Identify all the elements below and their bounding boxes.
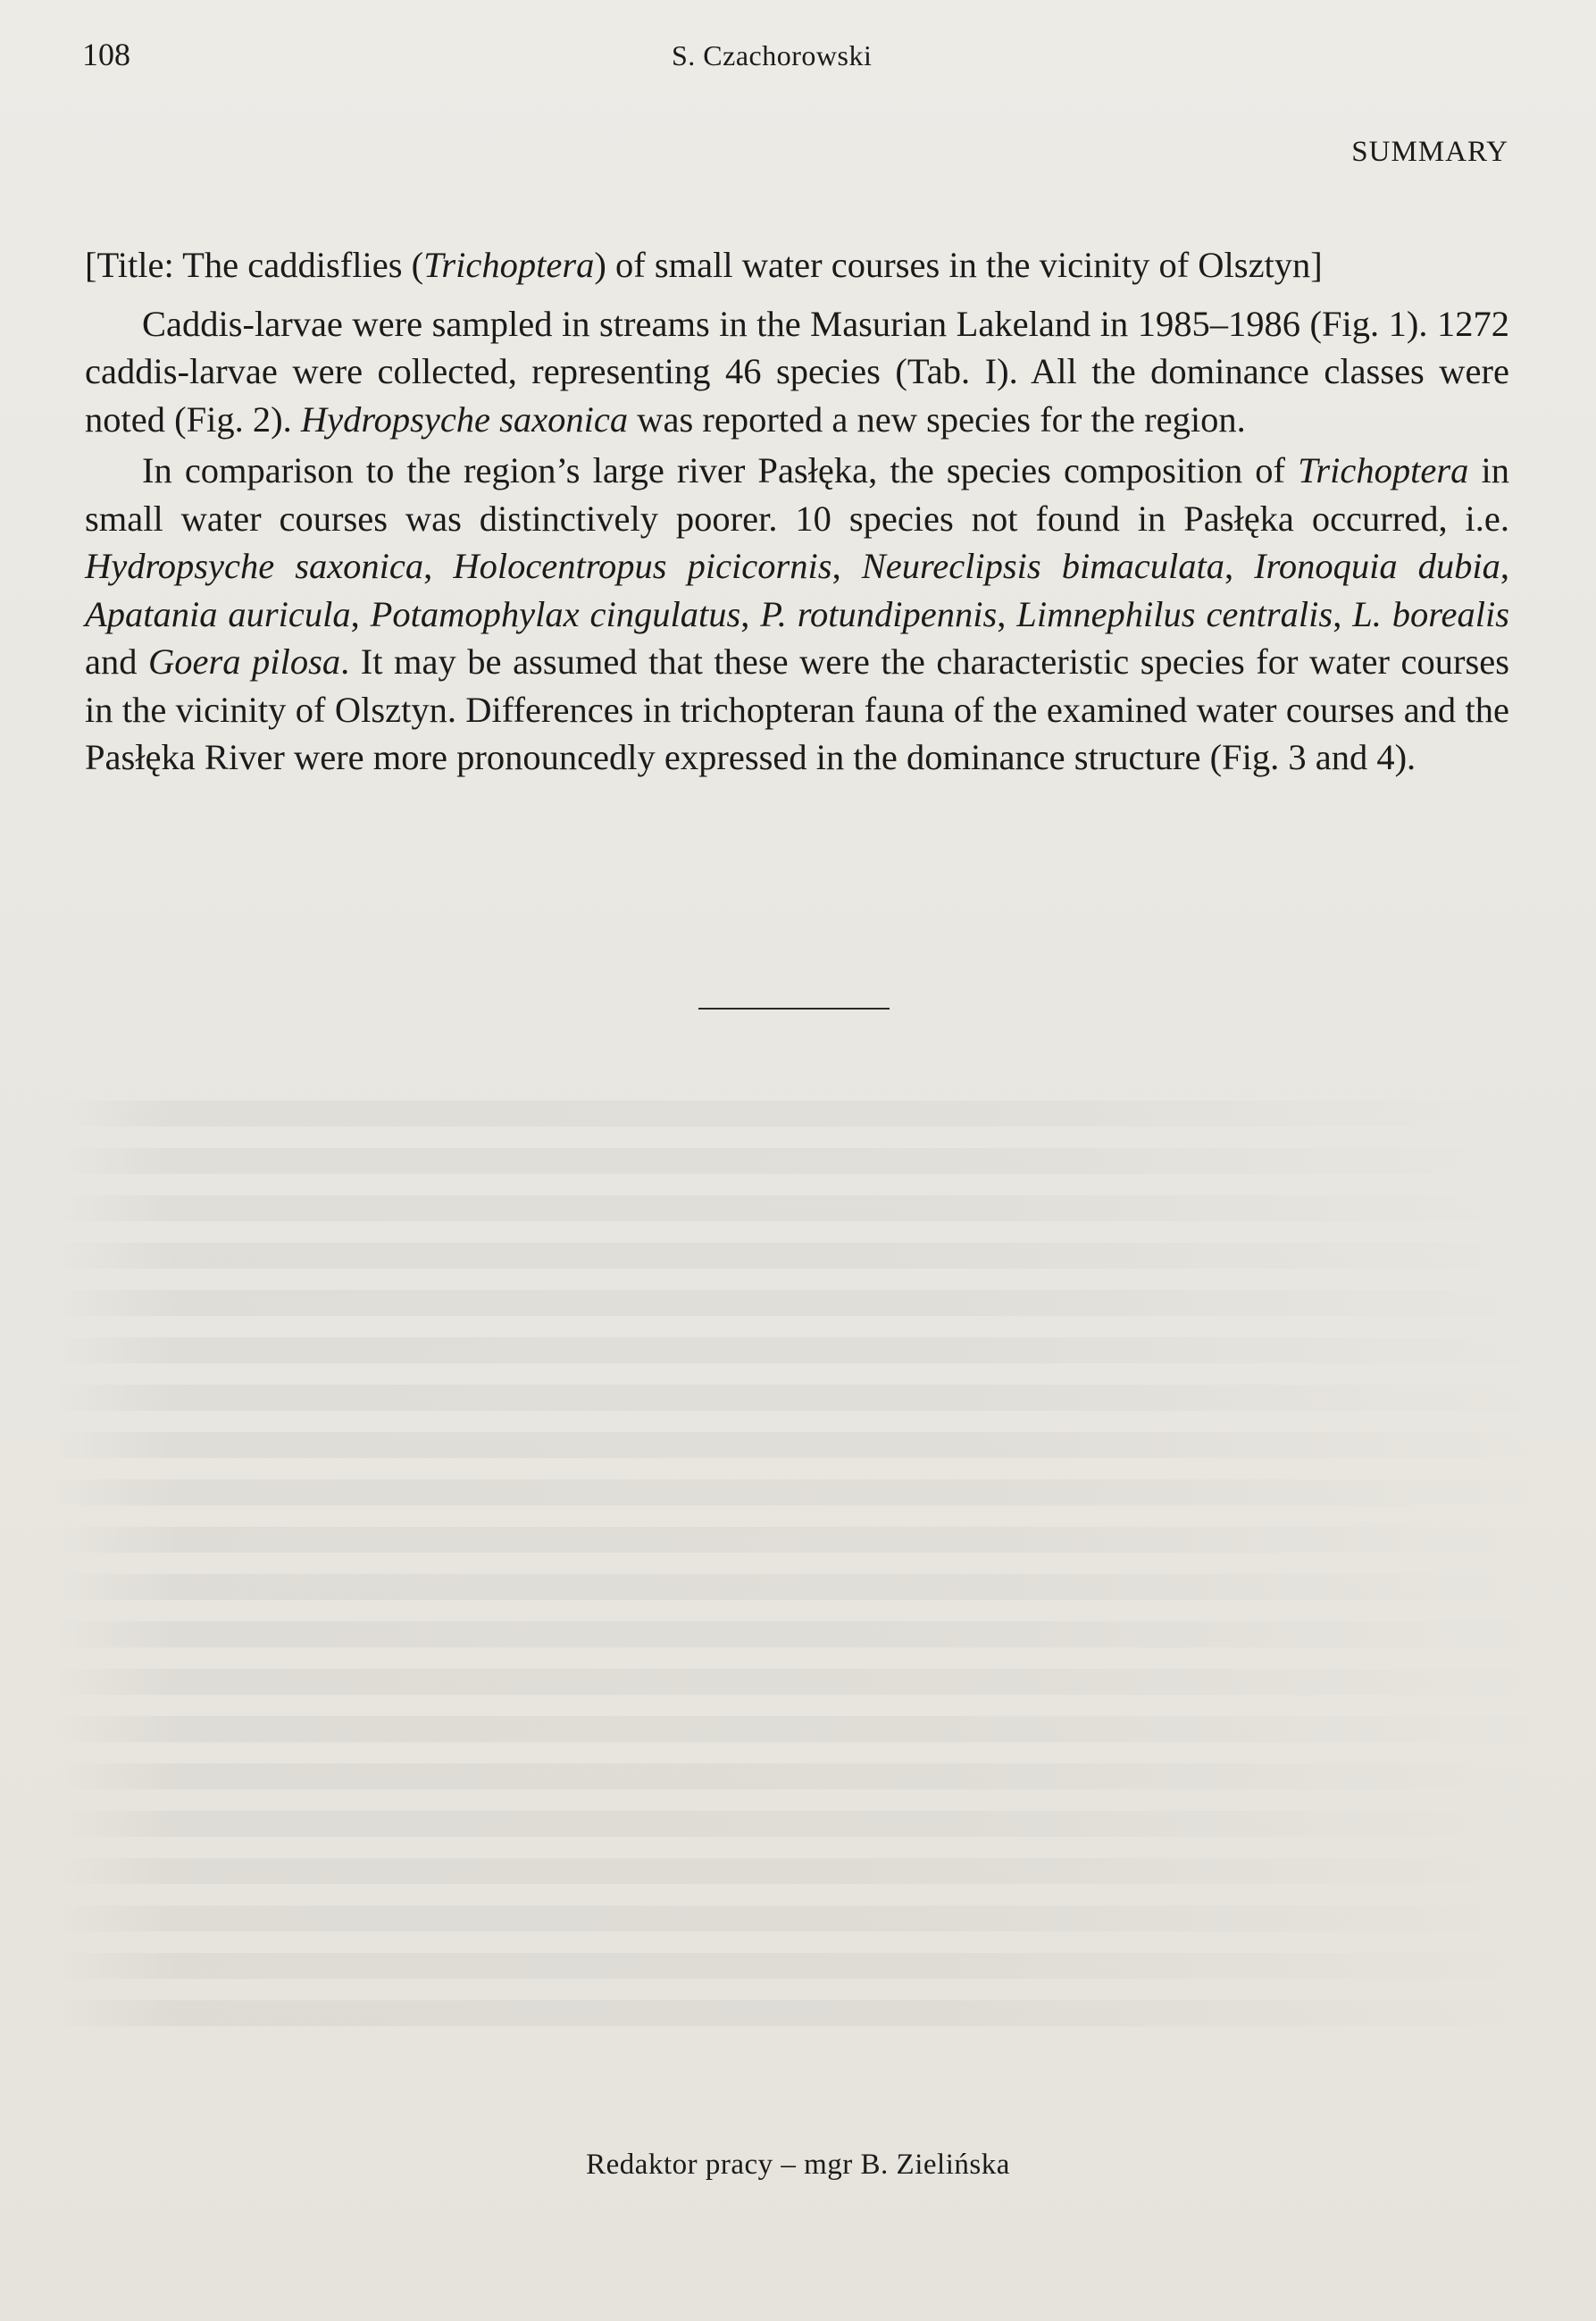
species-4: Ironoquia dubia	[1254, 546, 1500, 586]
show-through-line	[54, 1479, 1554, 1505]
show-through-line	[54, 1195, 1554, 1221]
paragraph-1-species: Hydropsyche saxonica	[300, 398, 629, 440]
species-7: P. rotundipennis	[760, 593, 998, 634]
show-through-line	[54, 1101, 1554, 1127]
editor-credit: Redaktor pracy – mgr B. Zielińska	[586, 2149, 1010, 2181]
show-through-bleed	[54, 1090, 1554, 2073]
species-8: Limnephilus centralis	[1016, 593, 1333, 634]
species-2: Holocentropus picicornis	[453, 546, 832, 586]
title-close: ) of small water courses in the vicinity of Olsztyn]	[594, 245, 1323, 285]
show-through-line	[54, 2000, 1554, 2026]
show-through-line	[54, 1290, 1554, 1316]
species-10: Goera pilosa	[148, 641, 341, 682]
summary-heading: SUMMARY	[1351, 136, 1508, 168]
species-5: Apatania auricula	[85, 593, 351, 634]
separator: ,	[740, 593, 761, 634]
separator: ,	[831, 546, 862, 586]
show-through-line	[54, 1148, 1554, 1174]
separator: ,	[350, 593, 371, 634]
paragraph-2-text-c: . It may be assumed that these were the characteristic species for water courses in the vicinity of Olsztyn. Differences in trichopteran fauna of the examined water courses and the Pasłęka River were more pronouncedly expressed in the dominance structure (Fig. 3 and 4).	[85, 641, 1509, 777]
show-through-line	[54, 1764, 1554, 1789]
show-through-line	[54, 1811, 1554, 1837]
separator: ,	[1333, 593, 1353, 634]
show-through-line	[54, 1669, 1554, 1695]
title-open: [Title: The caddisflies (	[85, 245, 424, 285]
separator: ,	[1500, 546, 1510, 586]
show-through-line	[54, 1858, 1554, 1884]
title-taxon: Trichoptera	[423, 245, 595, 285]
species-3: Neureclipsis bimaculata	[861, 546, 1224, 586]
species-1: Hydropsyche saxonica	[85, 546, 424, 586]
paragraph-2-taxon: Trichoptera	[1298, 450, 1469, 490]
show-through-line	[54, 1432, 1554, 1458]
show-through-line	[54, 1385, 1554, 1411]
show-through-line	[54, 1716, 1554, 1742]
separator: ,	[1224, 546, 1255, 586]
paragraph-2	[85, 447, 1509, 782]
conjunction: and	[85, 641, 149, 682]
summary-title	[85, 241, 1509, 289]
paragraph-2-text-a: In comparison to the region’s large river Pasłęka, the species composition of	[142, 450, 1299, 490]
page-number: 108	[82, 37, 130, 72]
page-header	[82, 36, 1511, 80]
species-6: Potamophylax cingulatus	[370, 593, 741, 634]
show-through-line	[54, 1621, 1554, 1647]
show-through-line	[54, 1527, 1554, 1553]
running-head-author: S. Czachorowski	[672, 39, 873, 71]
show-through-line	[54, 1906, 1554, 1931]
show-through-line	[54, 1574, 1554, 1600]
paragraph-1-text-a: Caddis-larvae were sampled in streams in the Masurian Lakeland in 1985–1986 (Fig. 1). 1272 caddis-larvae were collected, representing 46 species (Tab. I). All the dominance classes were noted (Fig. 2).	[85, 303, 1509, 440]
paragraph-1-text-b: was reported a new species for the region.	[628, 398, 1246, 440]
show-through-line	[54, 1953, 1554, 1979]
show-through-line	[54, 1243, 1554, 1269]
separator: ,	[997, 593, 1017, 634]
paragraph-2-text-b: in small water courses was distinctively poorer. 10 species not found in Pasłęka occurred, i.e.	[85, 450, 1509, 539]
section-divider-rule	[698, 1008, 890, 1010]
summary-body	[85, 241, 1509, 782]
paragraph-1	[85, 300, 1509, 444]
species-9: L. borealis	[1352, 593, 1509, 634]
separator: ,	[423, 546, 454, 586]
show-through-line	[54, 1337, 1554, 1363]
